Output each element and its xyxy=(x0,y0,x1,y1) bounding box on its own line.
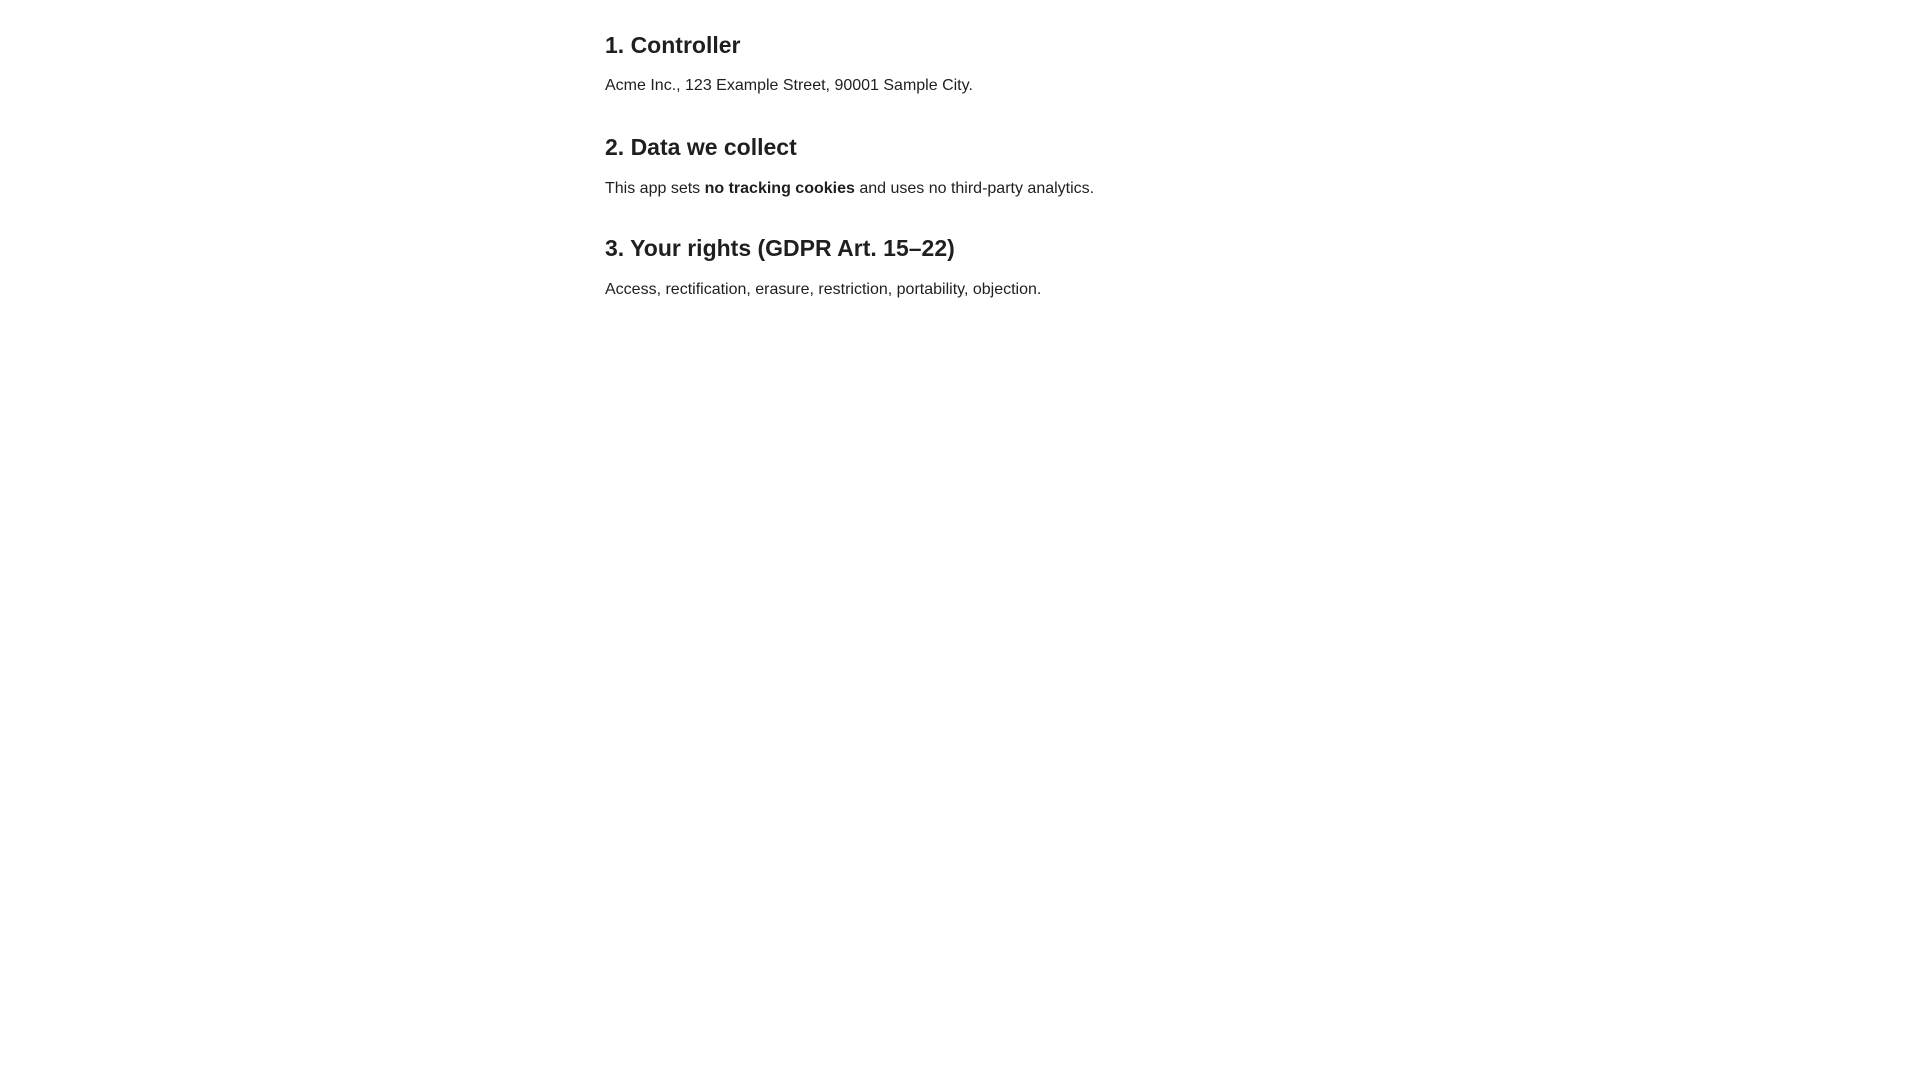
section-body-data-we-collect xyxy=(605,179,1505,199)
section-your-rights xyxy=(605,233,1505,300)
body-text-suffix: and uses no third-party analytics. xyxy=(854,180,1095,197)
section-controller xyxy=(605,30,1505,96)
section-body-controller: Acme Inc., 123 Example Street, 90001 Sample City. xyxy=(605,77,973,94)
body-text-emphasis: no tracking cookies xyxy=(704,180,855,197)
body-text-prefix: This app sets xyxy=(605,180,705,197)
section-heading-data-we-collect: 2. Data we collect xyxy=(605,134,797,160)
privacy-policy-content xyxy=(605,30,1505,300)
section-body-your-rights: Access, rectification, erasure, restriction, portability, objection. xyxy=(605,281,1042,298)
section-heading-your-rights: 3. Your rights (GDPR Art. 15–22) xyxy=(605,235,955,261)
section-heading-controller: 1. Controller xyxy=(605,32,741,58)
section-data-we-collect xyxy=(605,132,1505,199)
